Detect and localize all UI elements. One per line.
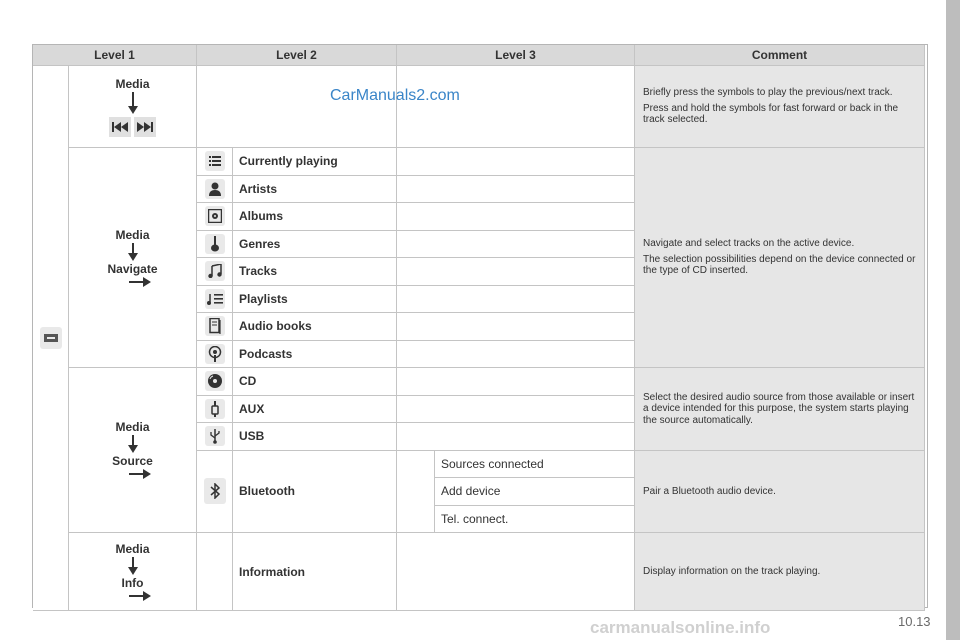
playlist-icon — [205, 289, 225, 309]
media-comment — [635, 66, 925, 148]
arrow-right-icon — [129, 469, 151, 479]
header-comment: Comment — [635, 45, 925, 66]
side-tab — [946, 0, 960, 640]
header-level1: Level 1 — [33, 45, 197, 66]
aux-jack-icon — [205, 399, 225, 419]
watermark: CarManuals2.com — [330, 87, 460, 104]
media-comment-1: Briefly press the symbols to play the previous/next track. — [643, 87, 893, 99]
level1-cell — [33, 66, 69, 611]
navigate-comment-2: The selection possibilities depend on the device connected or the type of CD inserted. — [643, 253, 916, 277]
source-comment-text: Select the desired audio source from those available or insert a device intended for this purpose, the system starts playing the source automatically. — [643, 391, 915, 426]
currently-playing-icon-cell — [197, 148, 233, 176]
list-icon — [205, 151, 225, 171]
bluetooth-comment — [635, 451, 925, 534]
next-track-icon — [134, 117, 156, 137]
bluetooth-tel-connect: Tel. connect. — [435, 506, 635, 534]
bluetooth-icon — [204, 478, 226, 504]
navigate-item-tracks: Tracks — [233, 258, 397, 286]
playlists-icon-cell — [197, 286, 233, 314]
artists-icon-cell — [197, 176, 233, 204]
source-label: Source — [112, 454, 153, 468]
header-level3: Level 3 — [397, 45, 635, 66]
navigate-item-audio-books: Audio books — [233, 313, 397, 341]
cd-icon — [205, 371, 225, 391]
podcast-icon — [205, 344, 225, 364]
header-level2: Level 2 — [197, 45, 397, 66]
navigate-item-albums: Albums — [233, 203, 397, 231]
bluetooth-comment-text: Pair a Bluetooth audio device. — [643, 485, 776, 497]
guitar-icon — [205, 234, 225, 254]
albums-icon-cell — [197, 203, 233, 231]
source-item-usb: USB — [233, 423, 397, 451]
music-note-icon — [205, 261, 225, 281]
cd-icon-cell — [197, 368, 233, 396]
bluetooth-add-device: Add device — [435, 478, 635, 506]
info-label: Info — [121, 575, 144, 590]
info-comment — [635, 533, 925, 611]
arrow-down-icon — [128, 435, 138, 453]
media-level1 — [69, 66, 197, 148]
bluetooth-icon-cell — [197, 451, 233, 534]
podcasts-icon-cell — [197, 341, 233, 369]
navigate-level1 — [69, 148, 197, 368]
page-number: 10.13 — [898, 614, 931, 629]
navigate-item-artists: Artists — [233, 176, 397, 204]
bluetooth-sources-connected: Sources connected — [435, 451, 635, 479]
navigate-item-genres: Genres — [233, 231, 397, 259]
info-level1 — [69, 533, 197, 611]
usb-icon-cell — [197, 423, 233, 451]
navigate-label: Navigate — [107, 261, 158, 276]
source-item-cd: CD — [233, 368, 397, 396]
source-level1 — [69, 368, 197, 533]
media-icon — [40, 327, 62, 349]
navigate-media-label: Media — [115, 227, 150, 242]
person-icon — [205, 179, 225, 199]
media-menu-table — [32, 44, 928, 608]
aux-icon-cell — [197, 396, 233, 424]
source-media-label: Media — [115, 420, 150, 434]
album-icon — [205, 206, 225, 226]
info-comment-text: Display information on the track playing. — [643, 565, 821, 577]
navigate-item-currently-playing: Currently playing — [233, 148, 397, 176]
info-item-information: Information — [233, 533, 397, 611]
footer-watermark: carmanualsonline.info — [590, 618, 771, 637]
audio-books-icon-cell — [197, 313, 233, 341]
tracks-icon-cell — [197, 258, 233, 286]
usb-icon — [205, 426, 225, 446]
source-item-aux: AUX — [233, 396, 397, 424]
media-level3-empty — [397, 66, 635, 148]
arrow-down-icon — [128, 243, 138, 261]
media-level2-empty — [197, 66, 397, 148]
navigate-item-playlists: Playlists — [233, 286, 397, 314]
media-comment-2: Press and hold the symbols for fast forward or back in the track selected. — [643, 102, 899, 126]
book-icon — [205, 316, 225, 336]
arrow-right-icon — [129, 277, 151, 287]
arrow-down-icon — [128, 557, 138, 575]
source-item-bluetooth: Bluetooth — [233, 451, 397, 534]
info-media-label: Media — [115, 541, 150, 556]
navigate-comment — [635, 148, 925, 368]
arrow-down-icon — [128, 92, 138, 114]
navigate-comment-1: Navigate and select tracks on the active device. — [643, 238, 855, 250]
source-comment — [635, 368, 925, 451]
arrow-right-icon — [129, 591, 151, 601]
media-label: Media — [115, 76, 150, 91]
navigate-item-podcasts: Podcasts — [233, 341, 397, 369]
genres-icon-cell — [197, 231, 233, 259]
previous-track-icon — [109, 117, 131, 137]
